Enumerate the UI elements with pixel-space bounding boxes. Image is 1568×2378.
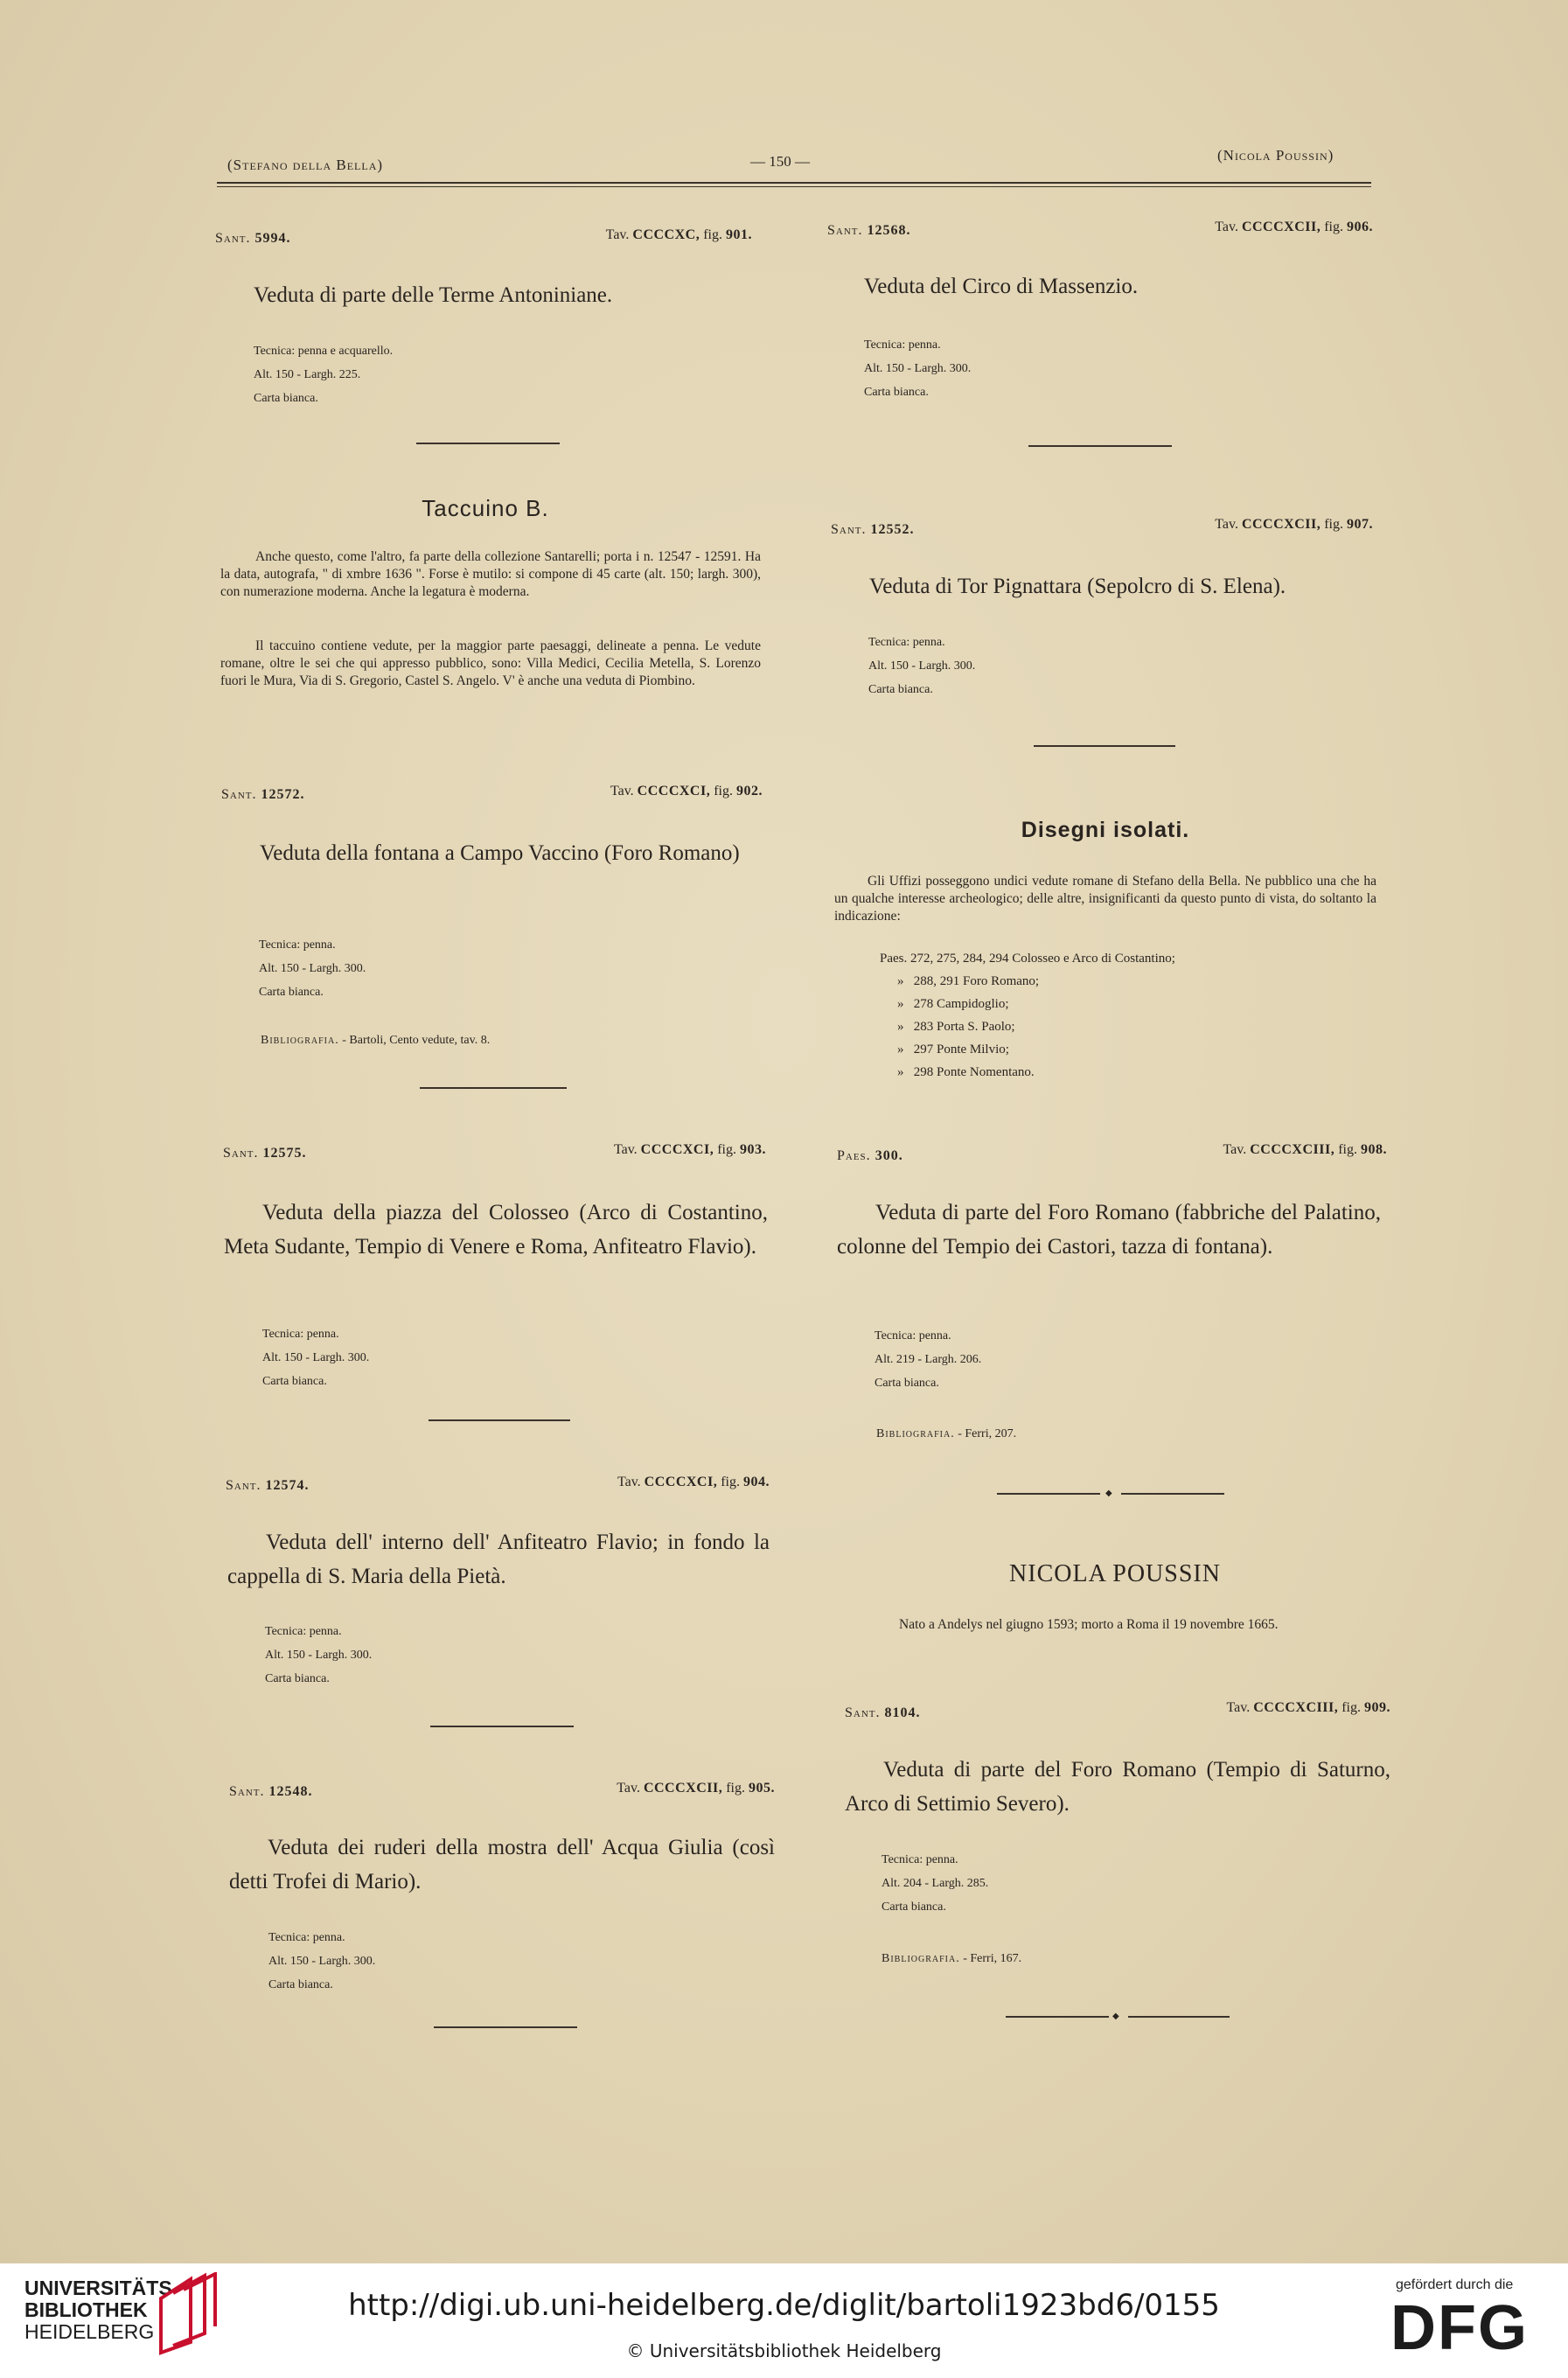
- entry-903-dimensions: Alt. 150 - Largh. 300.: [262, 1351, 370, 1364]
- header-rule-bottom: [217, 186, 1371, 187]
- entry-903-paper: Carta bianca.: [262, 1375, 327, 1388]
- taccuino-paragraph-1: Anche questo, come l'altro, fa parte della collezione Santarelli; porta i n. 12547 - 12591. Ha la data, autografa, " di xmbre 1636 ". Forse è mutilo: si compone di 45 carte (alt. 150; largh. 300), con numerazione moderna. Anche la legatura è moderna.: [220, 549, 761, 599]
- separator: [1028, 445, 1172, 447]
- entry-906-paper: Carta bianca.: [864, 386, 929, 399]
- poussin-biography: Nato a Andelys nel giugno 1593; morto a Roma il 19 novembre 1665.: [899, 1617, 1279, 1632]
- entry-909-paper: Carta bianca.: [882, 1900, 946, 1914]
- entry-909-inventory: Sant. 8104.: [845, 1705, 921, 1720]
- disegni-heading: Disegni isolati.: [1021, 818, 1190, 842]
- entry-909-dimensions: Alt. 204 - Largh. 285.: [882, 1877, 989, 1890]
- entry-902-dimensions: Alt. 150 - Largh. 300.: [259, 962, 366, 975]
- entry-902-plate: Tav. CCCCXCI, fig. 902.: [610, 784, 763, 798]
- entry-907-inventory: Sant. 12552.: [831, 522, 915, 537]
- entry-908-plate: Tav. CCCCXCIII, fig. 908.: [1223, 1142, 1387, 1157]
- header-rule-top: [217, 182, 1371, 184]
- entry-906-inventory: Sant. 12568.: [827, 223, 911, 238]
- dfg-logo: DFG: [1390, 2293, 1529, 2363]
- permalink-url[interactable]: http://digi.ub.uni-heidelberg.de/diglit/bartoli1923bd6/0155: [348, 2288, 1220, 2323]
- entry-901-paper: Carta bianca.: [254, 392, 318, 405]
- entry-901-inventory: Sant. 5994.: [215, 231, 291, 246]
- page-number: — 150 —: [750, 153, 810, 170]
- entry-904-technique: Tecnica: penna.: [265, 1625, 342, 1638]
- entry-909-plate: Tav. CCCCXCIII, fig. 909.: [1226, 1700, 1390, 1715]
- entry-902-bibliography: Bibliografia. - Bartoli, Cento vedute, tav. 8.: [261, 1034, 491, 1047]
- entry-904-dimensions: Alt. 150 - Largh. 300.: [265, 1649, 373, 1662]
- disegni-list-item: » 283 Porta S. Paolo;: [897, 1020, 1015, 1034]
- entry-905-plate: Tav. CCCCXCII, fig. 905.: [617, 1781, 775, 1796]
- entry-906-technique: Tecnica: penna.: [864, 338, 941, 352]
- entry-906-title: Veduta del Circo di Massenzio.: [864, 275, 1139, 298]
- disegni-list-item: » 298 Ponte Nomentano.: [897, 1065, 1035, 1079]
- separator: [1034, 745, 1175, 747]
- entry-903-technique: Tecnica: penna.: [262, 1328, 339, 1341]
- entry-904-inventory: Sant. 12574.: [226, 1478, 310, 1493]
- entry-907-dimensions: Alt. 150 - Largh. 300.: [868, 659, 976, 673]
- entry-901-title: Veduta di parte delle Terme Antoniniane.: [254, 283, 613, 307]
- ornamental-divider: ◆: [997, 1488, 1224, 1500]
- entry-901-plate: Tav. CCCCXC, fig. 901.: [605, 227, 752, 242]
- entry-904-plate: Tav. CCCCXCI, fig. 904.: [617, 1475, 770, 1489]
- separator: [429, 1419, 570, 1421]
- entry-908-inventory: Paes. 300.: [837, 1148, 903, 1163]
- entry-905-inventory: Sant. 12548.: [229, 1784, 313, 1799]
- disegni-paragraph: Gli Uffizi posseggono undici vedute romane di Stefano della Bella. Ne pubblico una che ha un qualche interesse archeologico; delle altre, insignificanti da questo punto di vista, do soltanto la indicazione:: [834, 874, 1376, 924]
- entry-905-paper: Carta bianca.: [268, 1978, 333, 1991]
- entry-904-title: Veduta dell' interno dell' Anfiteatro Flavio; in fondo la cappella di S. Maria della Pietà.: [227, 1531, 770, 1588]
- entry-907-technique: Tecnica: penna.: [868, 636, 945, 649]
- entry-908-title: Veduta di parte del Foro Romano (fabbriche del Palatino, colonne del Tempio dei Castori, tazza di fontana).: [837, 1201, 1381, 1259]
- entry-908-paper: Carta bianca.: [875, 1377, 939, 1390]
- disegni-list-item: » 288, 291 Foro Romano;: [897, 974, 1040, 988]
- entry-905-technique: Tecnica: penna.: [268, 1931, 345, 1944]
- entry-905-dimensions: Alt. 150 - Largh. 300.: [268, 1955, 376, 1968]
- disegni-list-item: » 297 Ponte Milvio;: [897, 1043, 1009, 1057]
- entry-903-inventory: Sant. 12575.: [223, 1146, 307, 1161]
- entry-906-plate: Tav. CCCCXCII, fig. 906.: [1215, 220, 1373, 234]
- copyright-notice: © Universitätsbibliothek Heidelberg: [626, 2340, 942, 2361]
- entry-907-plate: Tav. CCCCXCII, fig. 907.: [1215, 517, 1373, 532]
- entry-902-technique: Tecnica: penna.: [259, 938, 336, 952]
- separator: [434, 2026, 577, 2028]
- entry-901-dimensions: Alt. 150 - Largh. 225.: [254, 368, 361, 381]
- entry-903-title: Veduta della piazza del Colosseo (Arco di Costantino, Meta Sudante, Tempio di Venere e Roma, Anfiteatro Flavio).: [224, 1201, 768, 1259]
- entry-904-paper: Carta bianca.: [265, 1672, 330, 1685]
- library-logo-text: UNIVERSITÄTS- BIBLIOTHEK HEIDELBERG: [24, 2277, 179, 2343]
- entry-902-title: Veduta della fontana a Campo Vaccino (Foro Romano): [260, 841, 740, 865]
- entry-909-bibliography: Bibliografia. - Ferri, 167.: [882, 1952, 1022, 1965]
- entry-902-inventory: Sant. 12572.: [221, 787, 305, 802]
- poussin-heading: NICOLA POUSSIN: [1009, 1560, 1221, 1587]
- separator: [416, 443, 560, 444]
- ornamental-divider: ◆: [1006, 2011, 1230, 2023]
- entry-908-dimensions: Alt. 219 - Largh. 206.: [875, 1353, 982, 1366]
- entry-906-dimensions: Alt. 150 - Largh. 300.: [864, 362, 972, 375]
- entry-901-technique: Tecnica: penna e acquarello.: [254, 345, 394, 358]
- entry-902-paper: Carta bianca.: [259, 986, 324, 999]
- separator: [420, 1087, 567, 1089]
- taccuino-paragraph-2: Il taccuino contiene vedute, per la maggior parte paesaggi, delineate a penna. Le vedute romane, oltre le sei che qui appresso pubblico, sono: Villa Medici, Cecilia Metella, S. Lorenzo fuori le Mura, Via di S. Gregorio, Castel S. Angelo. V' è anche una veduta di Piombino.: [220, 638, 761, 688]
- entry-908-bibliography: Bibliografia. - Ferri, 207.: [876, 1427, 1017, 1440]
- disegni-list-item: Paes. 272, 275, 284, 294 Colosseo e Arco di Costantino;: [880, 952, 1175, 966]
- entry-907-title: Veduta di Tor Pignattara (Sepolcro di S. Elena).: [869, 575, 1286, 598]
- disegni-list-item: » 278 Campidoglio;: [897, 997, 1009, 1011]
- separator: [430, 1726, 574, 1727]
- entry-905-title: Veduta dei ruderi della mostra dell' Acqua Giulia (così detti Trofei di Mario).: [229, 1836, 775, 1893]
- entry-909-title: Veduta di parte del Foro Romano (Tempio di Saturno, Arco di Settimio Severo).: [845, 1758, 1390, 1816]
- entry-903-plate: Tav. CCCCXCI, fig. 903.: [613, 1142, 766, 1157]
- running-header-right: (Nicola Poussin): [1217, 147, 1335, 164]
- taccuino-heading: Taccuino B.: [422, 495, 549, 521]
- entry-907-paper: Carta bianca.: [868, 683, 933, 696]
- entry-909-technique: Tecnica: penna.: [882, 1853, 958, 1866]
- entry-908-technique: Tecnica: penna.: [875, 1329, 951, 1342]
- running-header-left: (Stefano della Bella): [227, 157, 384, 173]
- funding-label: gefördert durch die: [1396, 2277, 1514, 2292]
